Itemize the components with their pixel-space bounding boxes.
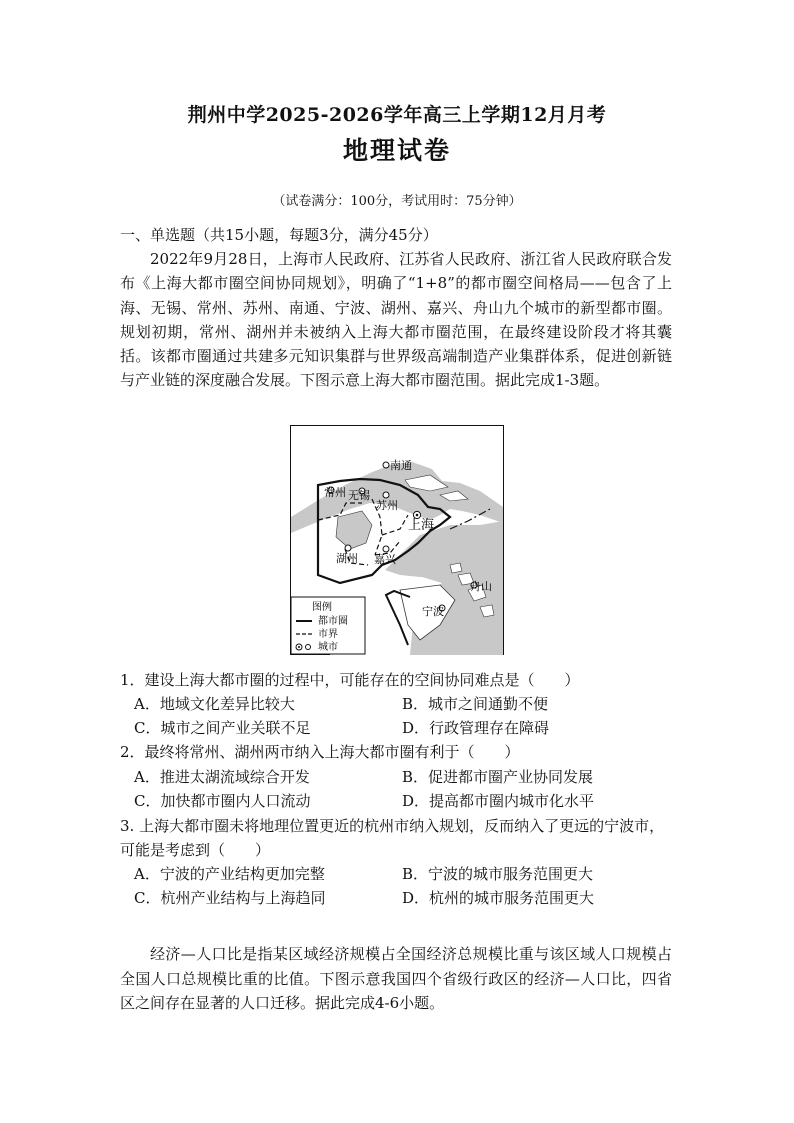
- city-label-nantong: 南通: [390, 459, 412, 472]
- city-label-zhoushan: 舟山: [470, 580, 492, 593]
- page-title: 荆州中学2025-2026学年高三上学期12月月考: [187, 104, 607, 126]
- city-label-changzhou: 常州: [324, 486, 346, 499]
- question-3-option-b: B．宁波的城市服务范围更大: [402, 865, 594, 883]
- question-2-option-a: A．推进太湖流域综合开发: [134, 768, 310, 786]
- question-1-option-b: B．城市之间通勤不便: [402, 695, 549, 713]
- city-label-suzhou: 苏州: [376, 499, 398, 512]
- legend-border: 市界: [318, 629, 338, 640]
- passage-2: 经济—人口比是指某区域经济规模占全国经济总规模比重与该区域人口规模占全国人口总规模比重的比值。下图示意我国四个省级行政区的经济—人口比，四省区之间存在显著的人口迁移。据此完成4-6小题。: [120, 945, 672, 1012]
- city-label-shanghai: 上海: [408, 518, 435, 533]
- city-label-wuxi: 无锡: [348, 489, 370, 502]
- question-1-option-d: D．行政管理存在障碍: [402, 719, 550, 737]
- island: [450, 563, 462, 573]
- city-label-huzhou: 湖州: [336, 552, 358, 565]
- page-subtitle: 地理试卷: [342, 136, 451, 165]
- question-2-option-d: D．提高都市圈内城市化水平: [402, 792, 595, 810]
- question-2-option-b: B．促进都市圈产业协同发展: [402, 768, 594, 786]
- metro-area-map: [290, 425, 504, 655]
- legend-title: 图例: [312, 602, 332, 613]
- legend-metro: 都市圈: [318, 616, 348, 627]
- question-1-stem: 1．建设上海大都市圈的过程中，可能存在的空间协同难点是（ ）: [120, 671, 580, 689]
- question-2-stem: 2．最终将常州、湖州两市纳入上海大都市圈有利于（ ）: [120, 743, 520, 761]
- passage-1: 2022年9月28日，上海市人民政府、江苏省人民政府、浙江省人民政府联合发布《上海大都市圈空间协同规划》，明确了“1+8”的都市圈空间格局——包含了上海、无锡、常州、苏州、南通、宁波、湖州、嘉兴、舟山九个城市的新型都市圈。规划初期，常州、湖州并未被纳入上海大都市圈范围，在最终建设阶段才将其囊括。该都市圈通过共建多元知识集群与世界级高端制造产业集群体系，促进创新链与产业链的深度融合发展。下图示意上海大都市圈范围。据此完成1-3题。: [120, 250, 672, 390]
- question-3-option-d: D．杭州的城市服务范围更大: [402, 889, 595, 907]
- city-label-jiaxing: 嘉兴: [374, 553, 396, 566]
- question-1-option-a: A．地域文化差异比较大: [134, 695, 295, 713]
- question-3-stem: 3. 上海大都市圈未将地理位置更近的杭州市纳入规划，反而纳入了更远的宁波市，可能是考虑到（ ）: [120, 817, 665, 859]
- question-3-option-c: C．杭州产业结构与上海趋同: [134, 889, 326, 907]
- legend-city: 城市: [318, 642, 338, 653]
- city-label-ningbo: 宁波: [422, 605, 444, 618]
- section-heading: 一、单选题（共15小题，每题3分，满分45分）: [120, 226, 438, 244]
- question-2-option-c: C．加快都市圈内人口流动: [134, 792, 311, 810]
- question-1-option-c: C．城市之间产业关联不足: [134, 719, 311, 737]
- question-3-option-a: A．宁波的产业结构更加完整: [134, 865, 325, 883]
- exam-note: （试卷满分：100分，考试用时：75分钟）: [272, 194, 522, 209]
